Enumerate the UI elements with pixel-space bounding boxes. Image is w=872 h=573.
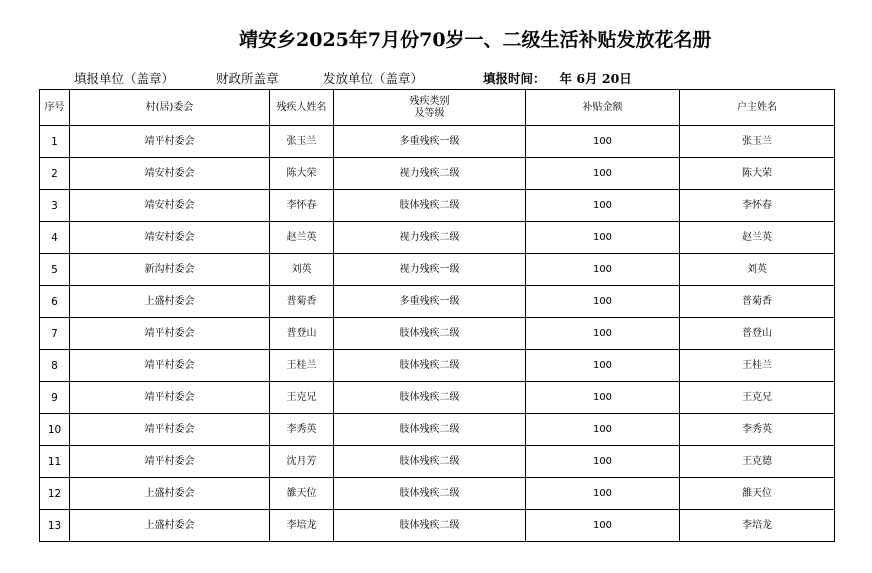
table-row (40, 190, 835, 222)
cell-no: 5 (40, 254, 70, 286)
cell-village: 靖安村委会 (70, 222, 270, 254)
cell-amount: 100 (526, 478, 680, 510)
cell-village: 靖平村委会 (70, 446, 270, 478)
fill-time-label: 填报时间： (483, 71, 546, 86)
table-row (40, 254, 835, 286)
cell-head: 李怀春 (680, 190, 835, 222)
table-row (40, 318, 835, 350)
cell-village: 靖平村委会 (70, 414, 270, 446)
cell-type: 多重残疾一级 (334, 286, 526, 318)
table-row (40, 286, 835, 318)
cell-no: 8 (40, 350, 70, 382)
header-head: 户主姓名 (680, 90, 835, 126)
cell-head: 雒天位 (680, 478, 835, 510)
table-row (40, 222, 835, 254)
cell-village: 上盛村委会 (70, 286, 270, 318)
cell-name: 陈大荣 (270, 158, 334, 190)
cell-name: 李培龙 (270, 510, 334, 542)
cell-name: 普菊香 (270, 286, 334, 318)
table-row (40, 350, 835, 382)
issue-unit-label: 发放单位（盖章） (323, 71, 424, 86)
cell-amount: 100 (526, 254, 680, 286)
cell-head: 王克德 (680, 446, 835, 478)
cell-name: 王克兄 (270, 382, 334, 414)
cell-amount: 100 (526, 286, 680, 318)
cell-head: 李培龙 (680, 510, 835, 542)
table-header-row (40, 90, 835, 126)
cell-type: 肢体残疾二级 (334, 478, 526, 510)
cell-type: 肢体残疾二级 (334, 414, 526, 446)
cell-head: 王桂兰 (680, 350, 835, 382)
cell-no: 2 (40, 158, 70, 190)
cell-type: 视力残疾二级 (334, 222, 526, 254)
document-title: 靖安乡2025年7月份70岁一、二级生活补贴发放花名册 (239, 29, 712, 51)
cell-name: 沈月芳 (270, 446, 334, 478)
cell-no: 6 (40, 286, 70, 318)
cell-village: 新沟村委会 (70, 254, 270, 286)
cell-village: 靖平村委会 (70, 126, 270, 158)
header-type-line1: 残疾类别 (409, 95, 450, 107)
cell-no: 10 (40, 414, 70, 446)
cell-name: 刘英 (270, 254, 334, 286)
header-village: 村(居)委会 (70, 90, 270, 126)
cell-amount: 100 (526, 382, 680, 414)
cell-type: 肢体残疾二级 (334, 350, 526, 382)
table-row (40, 158, 835, 190)
cell-amount: 100 (526, 318, 680, 350)
fill-unit-label: 填报单位（盖章） (74, 71, 175, 86)
cell-village: 靖平村委会 (70, 350, 270, 382)
cell-head: 赵兰英 (680, 222, 835, 254)
fill-time (483, 70, 632, 88)
cell-amount: 100 (526, 510, 680, 542)
cell-head: 陈大荣 (680, 158, 835, 190)
cell-no: 11 (40, 446, 70, 478)
finance-seal-label: 财政所盖章 (216, 71, 279, 86)
header-no: 序号 (40, 90, 70, 126)
cell-amount: 100 (526, 190, 680, 222)
cell-no: 7 (40, 318, 70, 350)
fill-time-value: 年 6月 20日 (559, 71, 632, 86)
cell-type: 肢体残疾二级 (334, 446, 526, 478)
cell-no: 1 (40, 126, 70, 158)
cell-name: 张玉兰 (270, 126, 334, 158)
cell-amount: 100 (526, 446, 680, 478)
table-row (40, 126, 835, 158)
cell-amount: 100 (526, 126, 680, 158)
table-row (40, 414, 835, 446)
cell-name: 李秀英 (270, 414, 334, 446)
cell-village: 上盛村委会 (70, 478, 270, 510)
cell-head: 刘英 (680, 254, 835, 286)
header-name: 残疾人姓名 (270, 90, 334, 126)
cell-name: 李怀春 (270, 190, 334, 222)
cell-type: 视力残疾二级 (334, 158, 526, 190)
table-row (40, 382, 835, 414)
cell-head: 普登山 (680, 318, 835, 350)
cell-head: 王克兄 (680, 382, 835, 414)
cell-name: 王桂兰 (270, 350, 334, 382)
cell-name: 雒天位 (270, 478, 334, 510)
cell-no: 4 (40, 222, 70, 254)
table-row (40, 446, 835, 478)
cell-amount: 100 (526, 414, 680, 446)
header-type-line2: 及等级 (414, 107, 445, 119)
header-type (334, 90, 526, 126)
cell-type: 肢体残疾二级 (334, 318, 526, 350)
cell-amount: 100 (526, 222, 680, 254)
table-row (40, 478, 835, 510)
cell-type: 肢体残疾二级 (334, 382, 526, 414)
cell-no: 3 (40, 190, 70, 222)
cell-village: 上盛村委会 (70, 510, 270, 542)
cell-name: 赵兰英 (270, 222, 334, 254)
cell-village: 靖安村委会 (70, 190, 270, 222)
table-row (40, 510, 835, 542)
cell-amount: 100 (526, 350, 680, 382)
cell-type: 肢体残疾二级 (334, 190, 526, 222)
cell-name: 普登山 (270, 318, 334, 350)
cell-village: 靖平村委会 (70, 382, 270, 414)
cell-no: 9 (40, 382, 70, 414)
cell-no: 13 (40, 510, 70, 542)
header-amount: 补贴金额 (526, 90, 680, 126)
cell-head: 普菊香 (680, 286, 835, 318)
cell-amount: 100 (526, 158, 680, 190)
cell-type: 多重残疾一级 (334, 126, 526, 158)
roster-table (39, 89, 835, 542)
cell-no: 12 (40, 478, 70, 510)
cell-head: 张玉兰 (680, 126, 835, 158)
cell-type: 肢体残疾二级 (334, 510, 526, 542)
cell-type: 视力残疾一级 (334, 254, 526, 286)
cell-village: 靖安村委会 (70, 158, 270, 190)
cell-head: 李秀英 (680, 414, 835, 446)
cell-village: 靖平村委会 (70, 318, 270, 350)
